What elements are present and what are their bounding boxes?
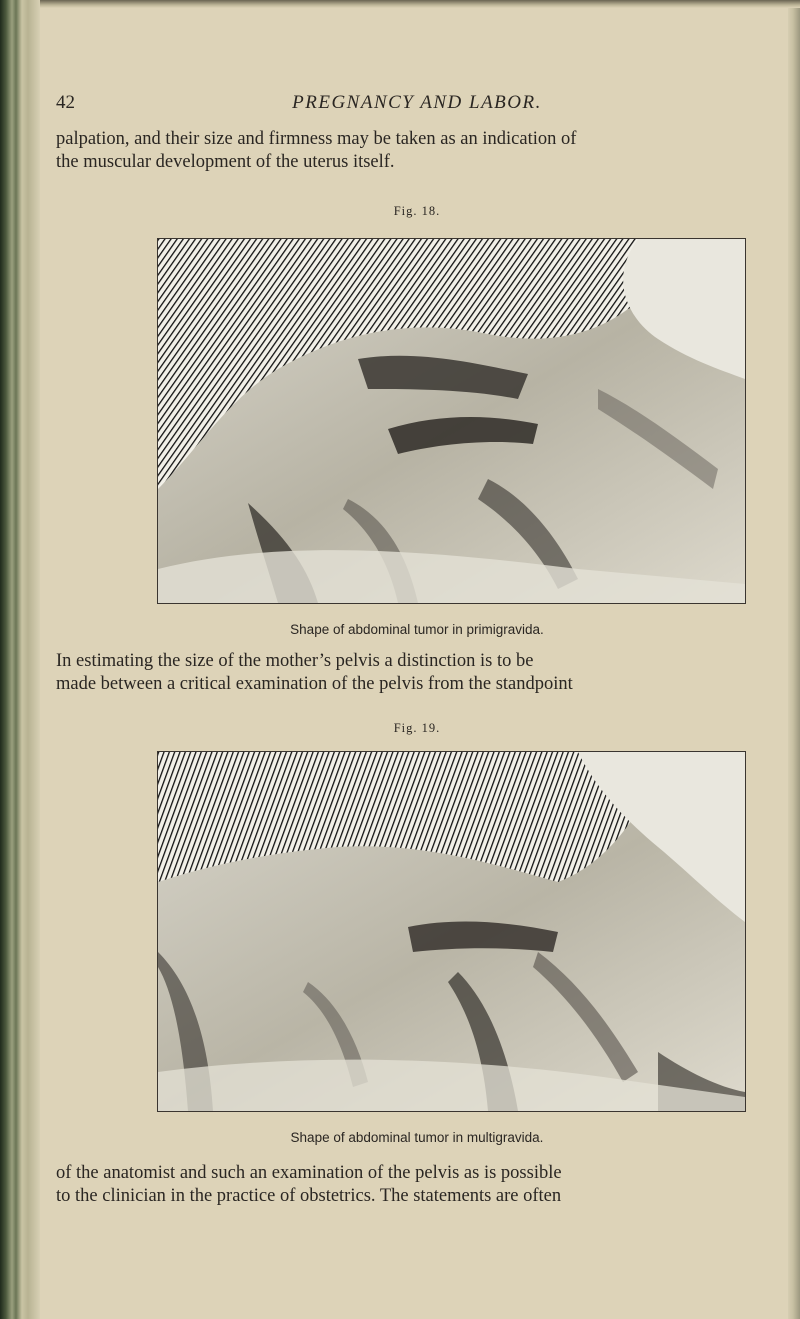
- text-line: of the anatomist and such an examination of the pelvis as is possible: [56, 1163, 562, 1183]
- paragraph-top: [56, 128, 778, 174]
- running-title: PREGNANCY AND LABOR.: [292, 92, 542, 113]
- figure-19-illustration: [158, 752, 745, 1111]
- text-line: In estimating the size of the mother’s pelvis a distinction is to be: [56, 651, 534, 671]
- text-line: made between a critical examination of the pelvis from the standpoint: [56, 674, 573, 694]
- text-line: to the clinician in the practice of obstetrics. The statements are often: [56, 1186, 562, 1206]
- figure-18-caption: Shape of abdominal tumor in primigravida.: [290, 622, 544, 637]
- book-edge-right: [788, 0, 800, 1319]
- book-page: [56, 0, 778, 1319]
- figure-18-photograph: [157, 238, 746, 604]
- text-line: palpation, and their size and firmness may be taken as an indication of: [56, 129, 577, 149]
- figure-18-illustration: [158, 239, 745, 603]
- figure-19-label: Fig. 19.: [393, 721, 441, 735]
- text-line: the muscular development of the uterus itself.: [56, 152, 395, 172]
- figure-19-photograph: [157, 751, 746, 1112]
- figure-18-label: Fig. 18.: [393, 204, 441, 218]
- paragraph-middle: [56, 650, 778, 696]
- page-number: 42: [56, 92, 75, 113]
- figure-19-caption: Shape of abdominal tumor in multigravida.: [290, 1130, 544, 1145]
- paragraph-bottom: [56, 1162, 778, 1208]
- running-head: [56, 92, 778, 118]
- book-gutter-left: [0, 0, 40, 1319]
